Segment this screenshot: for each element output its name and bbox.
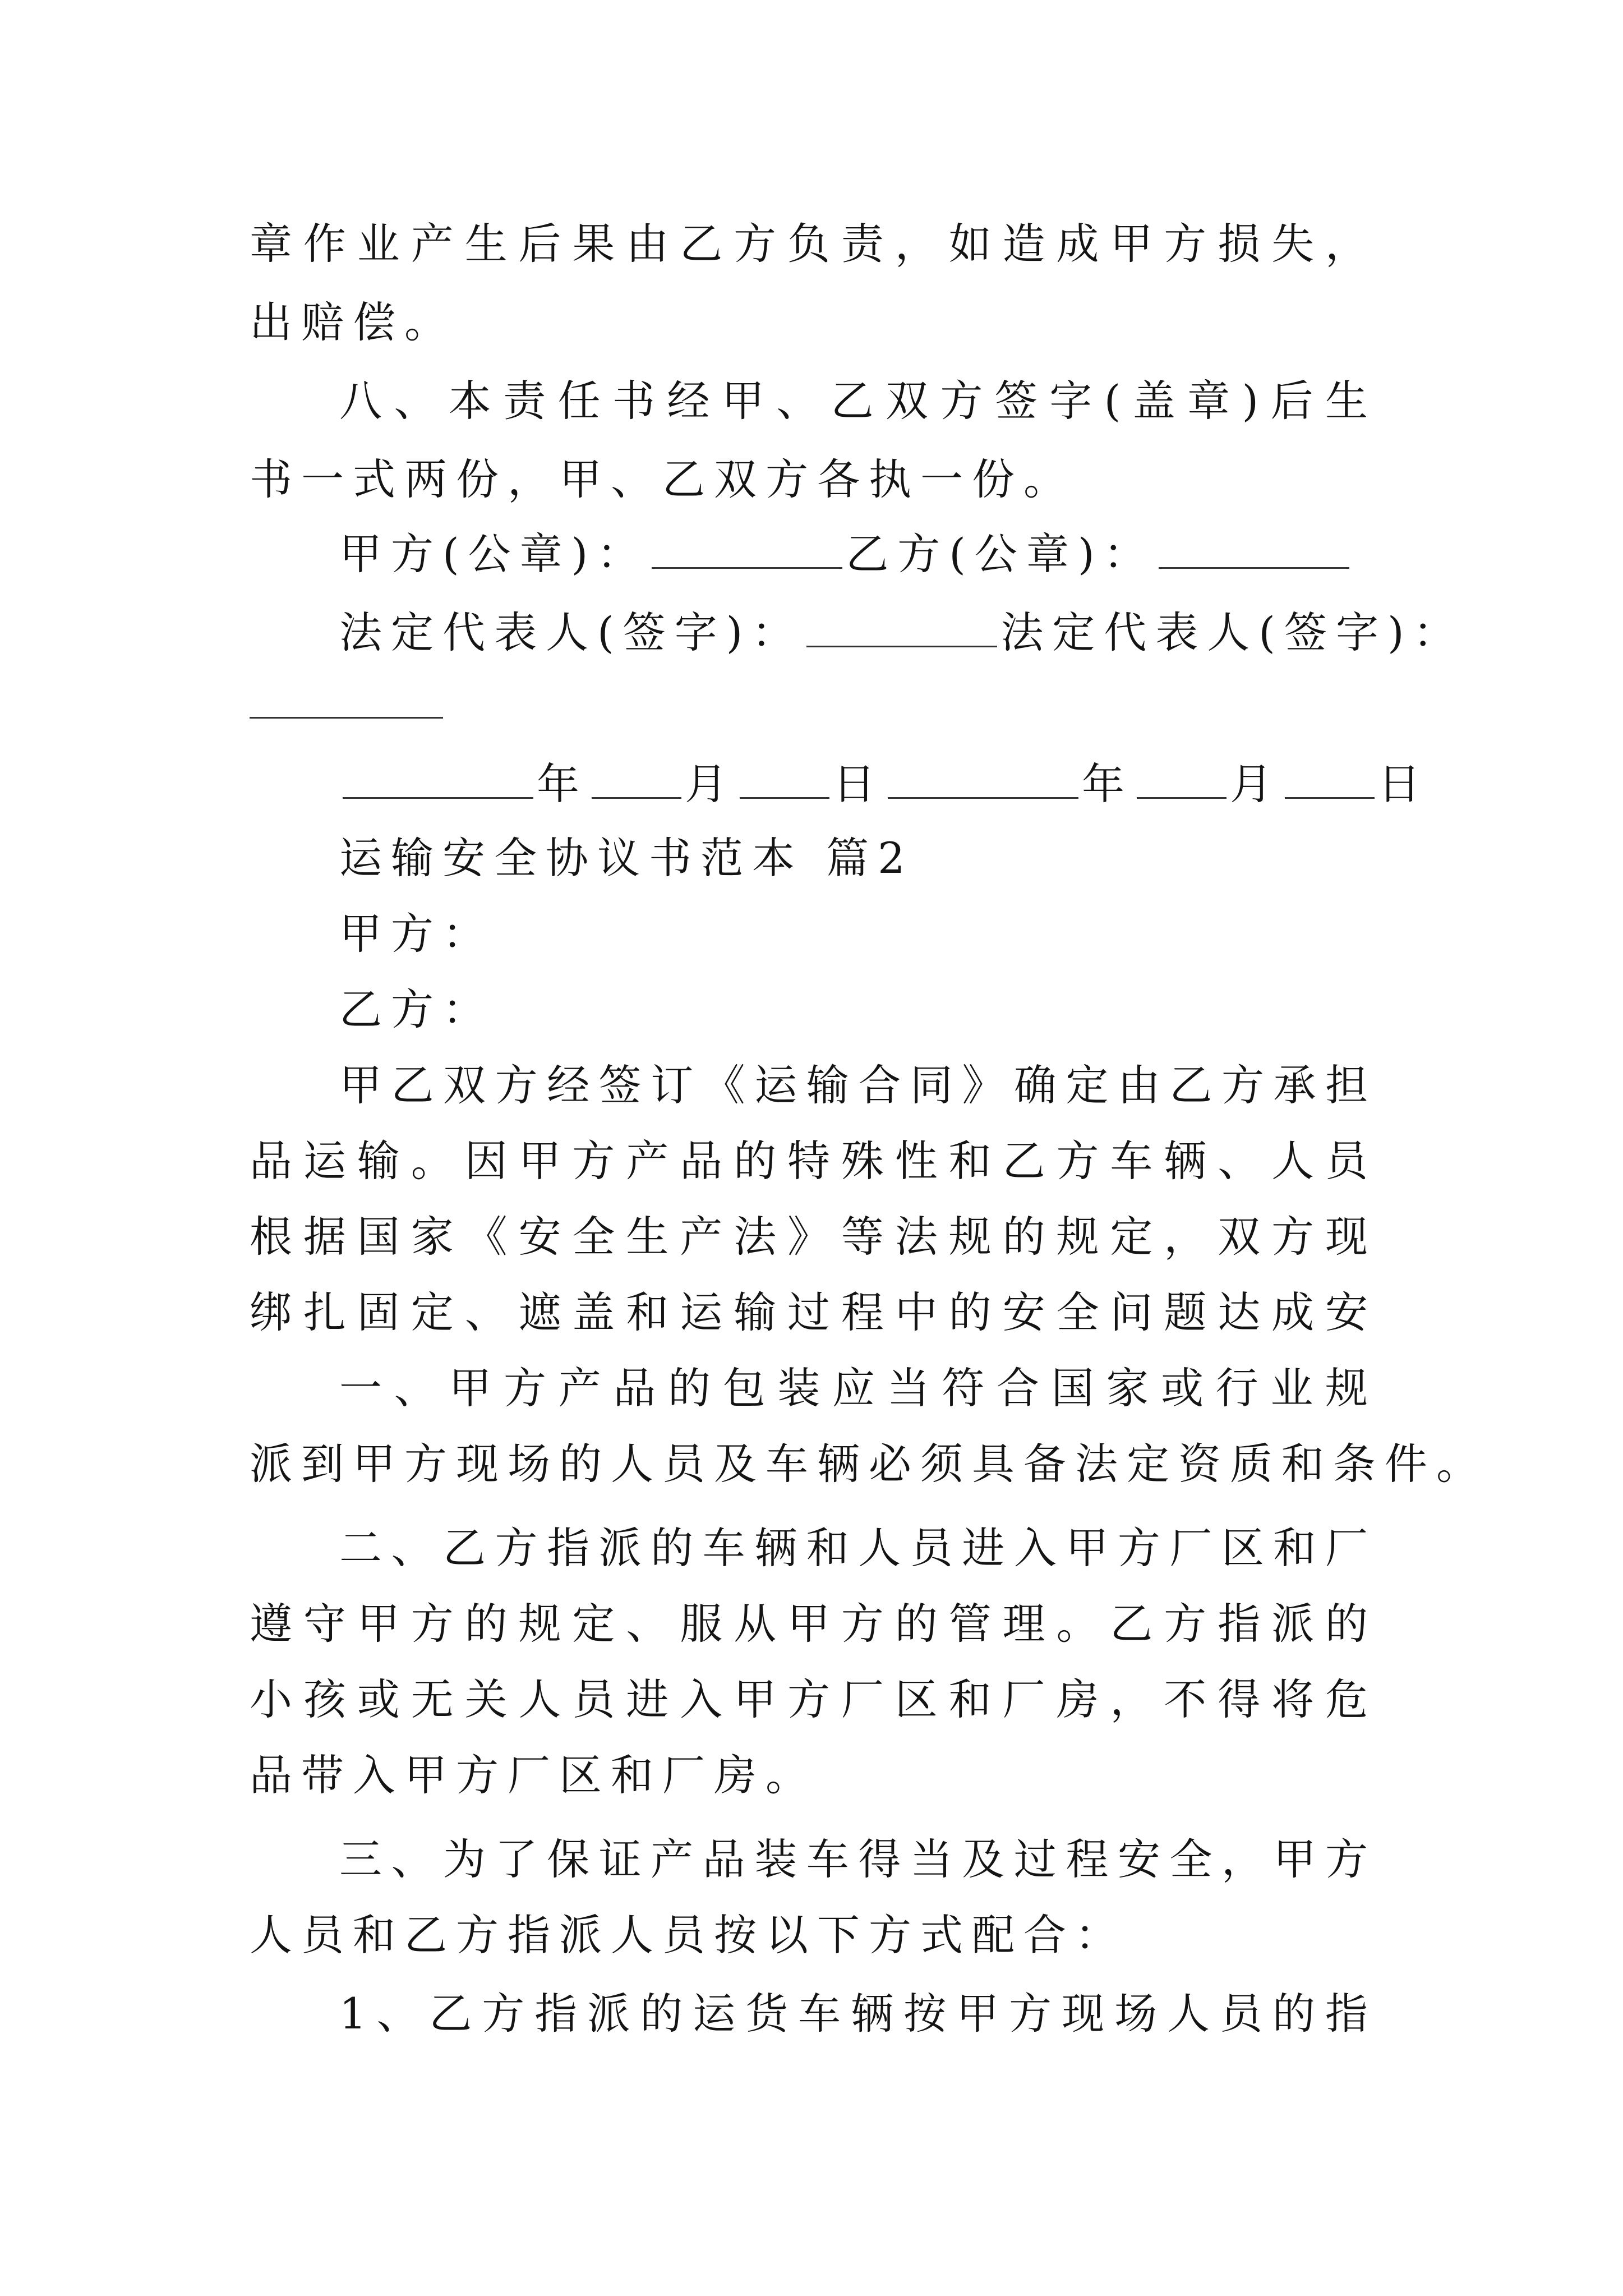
party-a-seal-blank	[652, 524, 842, 569]
text-line: 书一式两份，甲、乙双方各执一份。	[250, 454, 1075, 504]
text-line: 八、本责任书经甲、乙双方签字(盖章)后生	[339, 376, 1377, 426]
body-line: 小孩或无关人员进入甲方厂区和厂房，不得将危	[250, 1674, 1377, 1724]
section-title: 运输安全协议书范本 篇2	[339, 833, 914, 883]
body-line: 品运输。因甲方产品的特殊性和乙方车辆、人员	[250, 1136, 1377, 1186]
party-a-seal-label: 甲方(公章)：	[339, 529, 649, 579]
rep-b-label: 法定代表人(签字)：	[1000, 608, 1465, 657]
year-label: 年	[537, 759, 588, 809]
body-line: 遵守甲方的规定、服从甲方的管理。乙方指派的	[250, 1599, 1377, 1649]
rep-a-blank	[806, 603, 997, 647]
party-b-label: 乙方：	[339, 984, 494, 1034]
party-a-label: 甲方：	[339, 909, 494, 959]
year-blank	[343, 754, 533, 799]
body-line: 根据国家《安全生产法》等法规的规定，双方现	[250, 1212, 1377, 1262]
body-line: 三、为了保证产品装车得当及过程安全，甲方	[339, 1834, 1377, 1884]
rep-b-blank	[250, 717, 443, 719]
month-label-b: 月	[1230, 759, 1281, 809]
representative-line	[339, 603, 1465, 659]
day-blank-b	[1285, 754, 1375, 799]
body-line: 二、乙方指派的车辆和人员进入甲方厂区和厂	[339, 1523, 1377, 1573]
text-line: 出赔偿。	[250, 297, 456, 347]
day-label: 日	[833, 759, 884, 809]
month-label: 月	[685, 759, 736, 809]
text-line: 章作业产生后果由乙方负责，如造成甲方损失，	[250, 219, 1377, 269]
month-blank	[592, 754, 681, 799]
body-line: 1、乙方指派的运货车辆按甲方现场人员的指	[339, 1989, 1377, 2039]
body-line: 品带入甲方厂区和厂房。	[250, 1750, 817, 1800]
body-line: 一、甲方产品的包装应当符合国家或行业规	[339, 1363, 1377, 1413]
year-label-b: 年	[1082, 759, 1133, 809]
day-label-b: 日	[1378, 759, 1430, 809]
body-line: 绑扎固定、遮盖和运输过程中的安全问题达成安	[250, 1287, 1377, 1337]
body-line: 甲乙双方经签订《运输合同》确定由乙方承担	[339, 1060, 1377, 1110]
year-blank-b	[888, 754, 1078, 799]
party-b-seal-blank	[1159, 524, 1349, 569]
date-line	[339, 754, 1430, 811]
month-blank-b	[1137, 754, 1227, 799]
party-b-seal-label: 乙方(公章)：	[846, 529, 1155, 579]
body-line: 派到甲方现场的人员及车辆必须具备法定资质和条件。	[250, 1439, 1488, 1489]
seal-line	[339, 524, 1377, 581]
rep-a-label: 法定代表人(签字)：	[339, 608, 804, 657]
day-blank	[740, 754, 829, 799]
body-line: 人员和乙方指派人员按以下方式配合：	[250, 1910, 1127, 1960]
